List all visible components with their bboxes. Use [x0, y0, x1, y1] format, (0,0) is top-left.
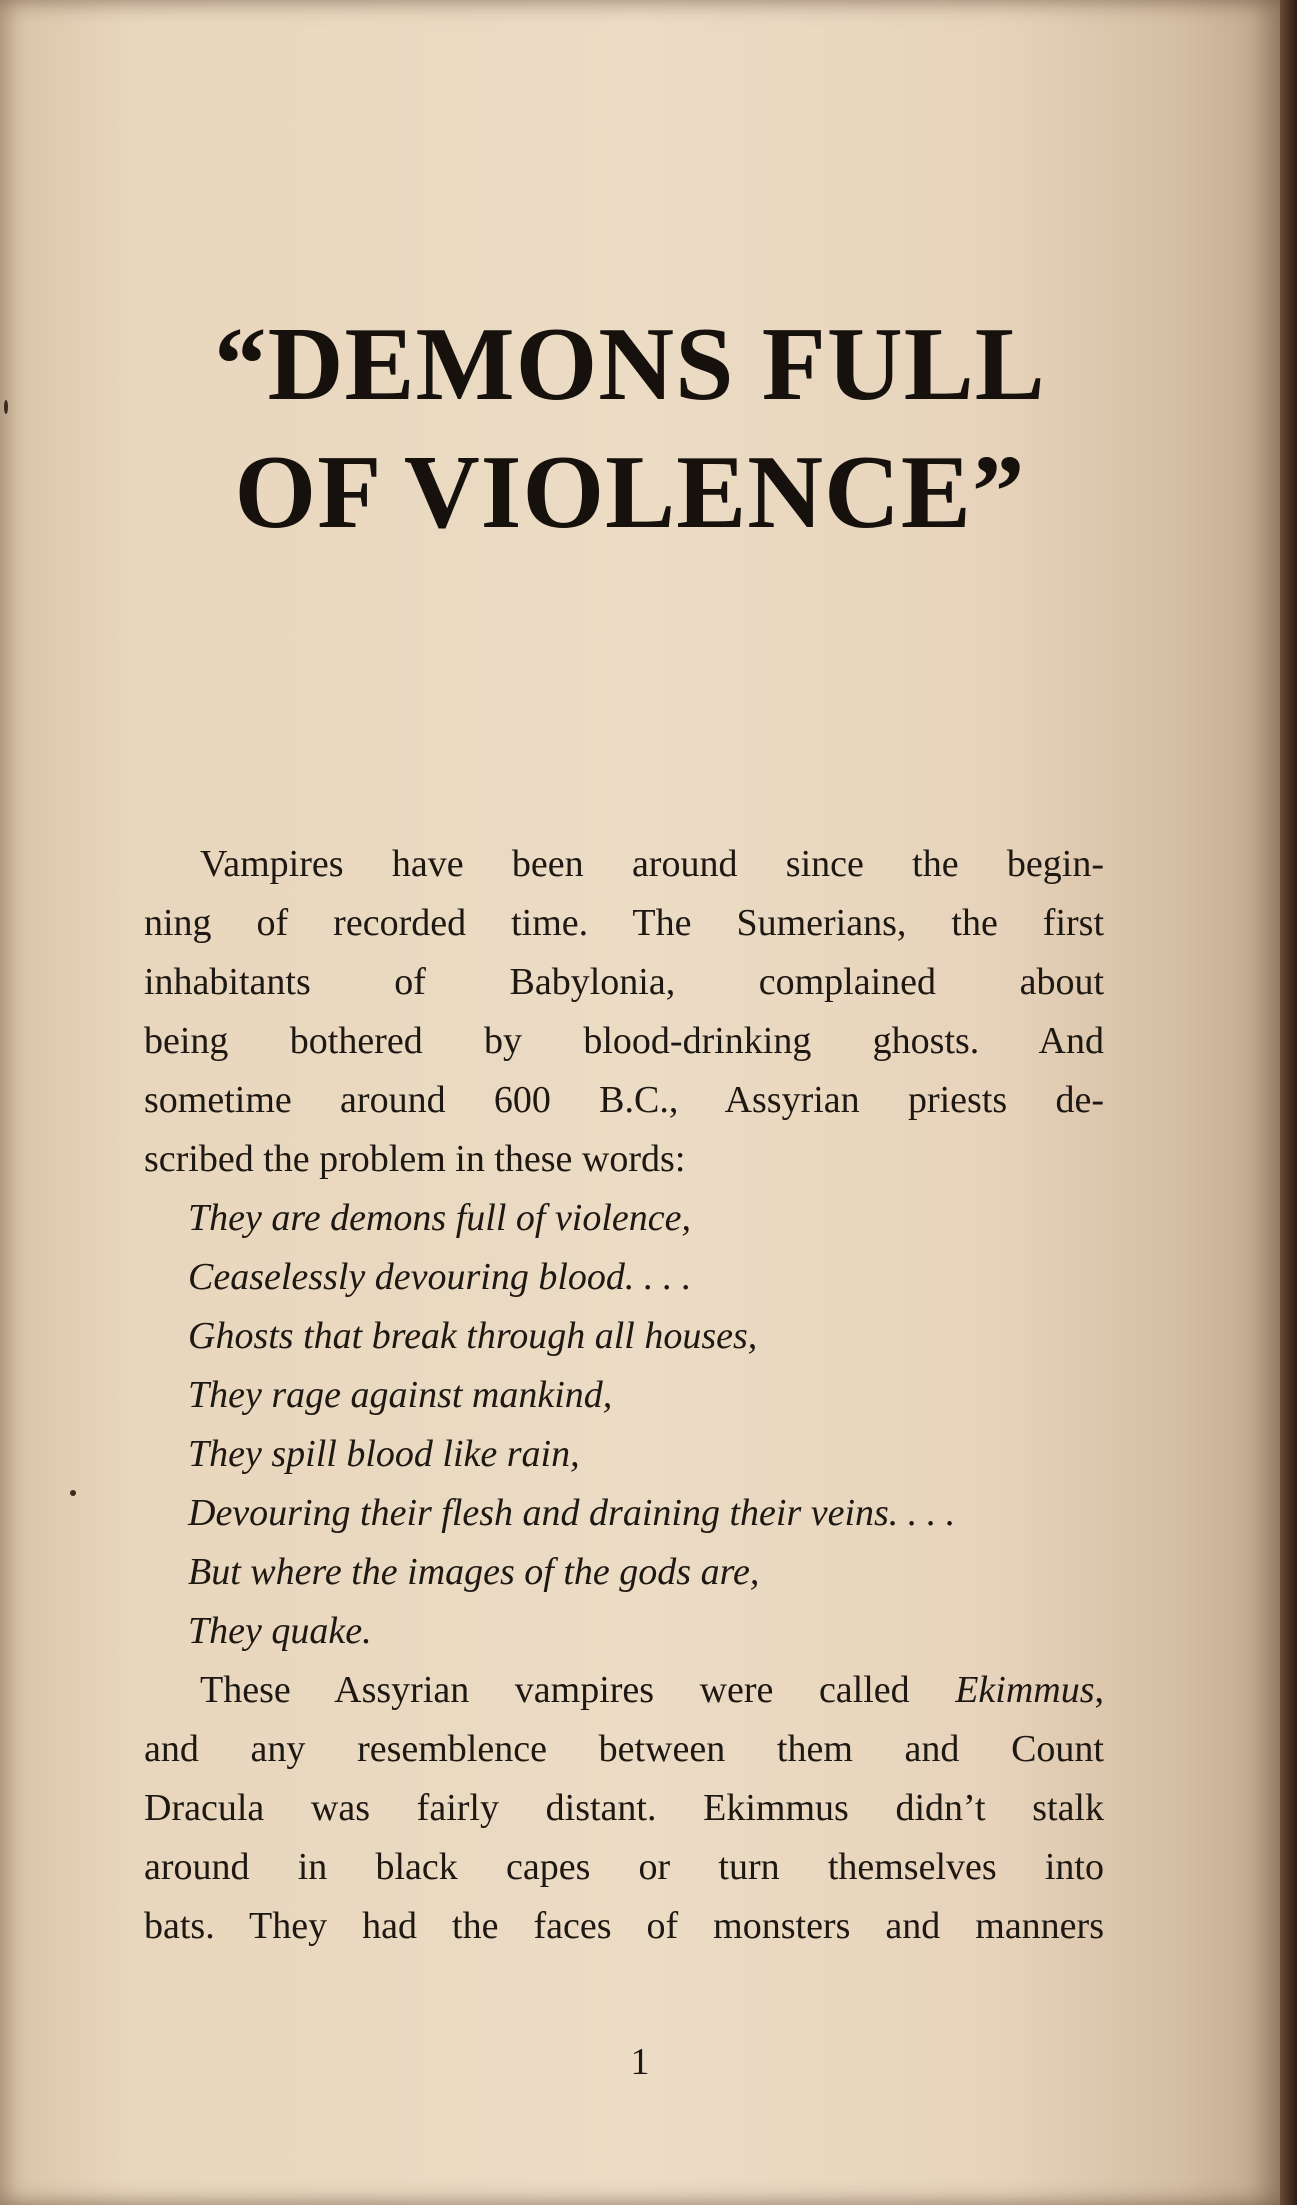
verse-line: They rage against mankind, — [188, 1374, 613, 1416]
verse-line: They spill blood like rain, — [188, 1433, 580, 1475]
text-line — [144, 1661, 1104, 1720]
chapter-title-line-1: “DEMONS FULL — [214, 305, 1046, 422]
verse-line: Devouring their flesh and draining their veins. . . . — [188, 1492, 956, 1534]
text-line: sometime around 600 B.C., Assyrian priests de- — [144, 1079, 1104, 1121]
chapter-title-line-2: OF VIOLENCE” — [234, 433, 1026, 550]
text-line: ning of recorded time. The Sumerians, the first — [144, 902, 1104, 944]
text-line: and any resemblence between them and Count — [144, 1728, 1104, 1770]
paper-speck — [4, 400, 8, 414]
body-text — [144, 835, 1104, 1956]
text-line: around in black capes or turn themselves into — [144, 1846, 1104, 1888]
text-line: inhabitants of Babylonia, complained about — [144, 961, 1104, 1003]
chapter-title — [120, 300, 1140, 556]
italic-term: Ekimmus — [955, 1669, 1095, 1711]
verse-line: But where the images of the gods are, — [188, 1551, 760, 1593]
page-number: 1 — [630, 2041, 650, 2083]
text-line: scribed the problem in these words: — [144, 1138, 686, 1180]
verse-line: Ghosts that break through all houses, — [188, 1315, 758, 1357]
text-fragment: These Assyrian vampires were called — [200, 1669, 956, 1711]
verse-line: They quake. — [188, 1610, 372, 1652]
verse-quote — [144, 1189, 1104, 1661]
text-line: Dracula was fairly distant. Ekimmus didn’t stalk — [144, 1787, 1104, 1829]
text-line: being bothered by blood-drinking ghosts. And — [144, 1020, 1104, 1062]
text-line: Vampires have been around since the begin- — [200, 843, 1104, 885]
verse-line: They are demons full of violence, — [188, 1197, 692, 1239]
book-spine-edge — [1280, 0, 1297, 2205]
paragraph-1 — [144, 835, 1104, 1189]
text-fragment: , — [1094, 1669, 1104, 1711]
text-line: bats. They had the faces of monsters and manners — [144, 1905, 1104, 1947]
verse-line: Ceaselessly devouring blood. . . . — [188, 1256, 692, 1298]
paragraph-2 — [144, 1661, 1104, 1956]
paper-speck — [70, 1490, 76, 1496]
